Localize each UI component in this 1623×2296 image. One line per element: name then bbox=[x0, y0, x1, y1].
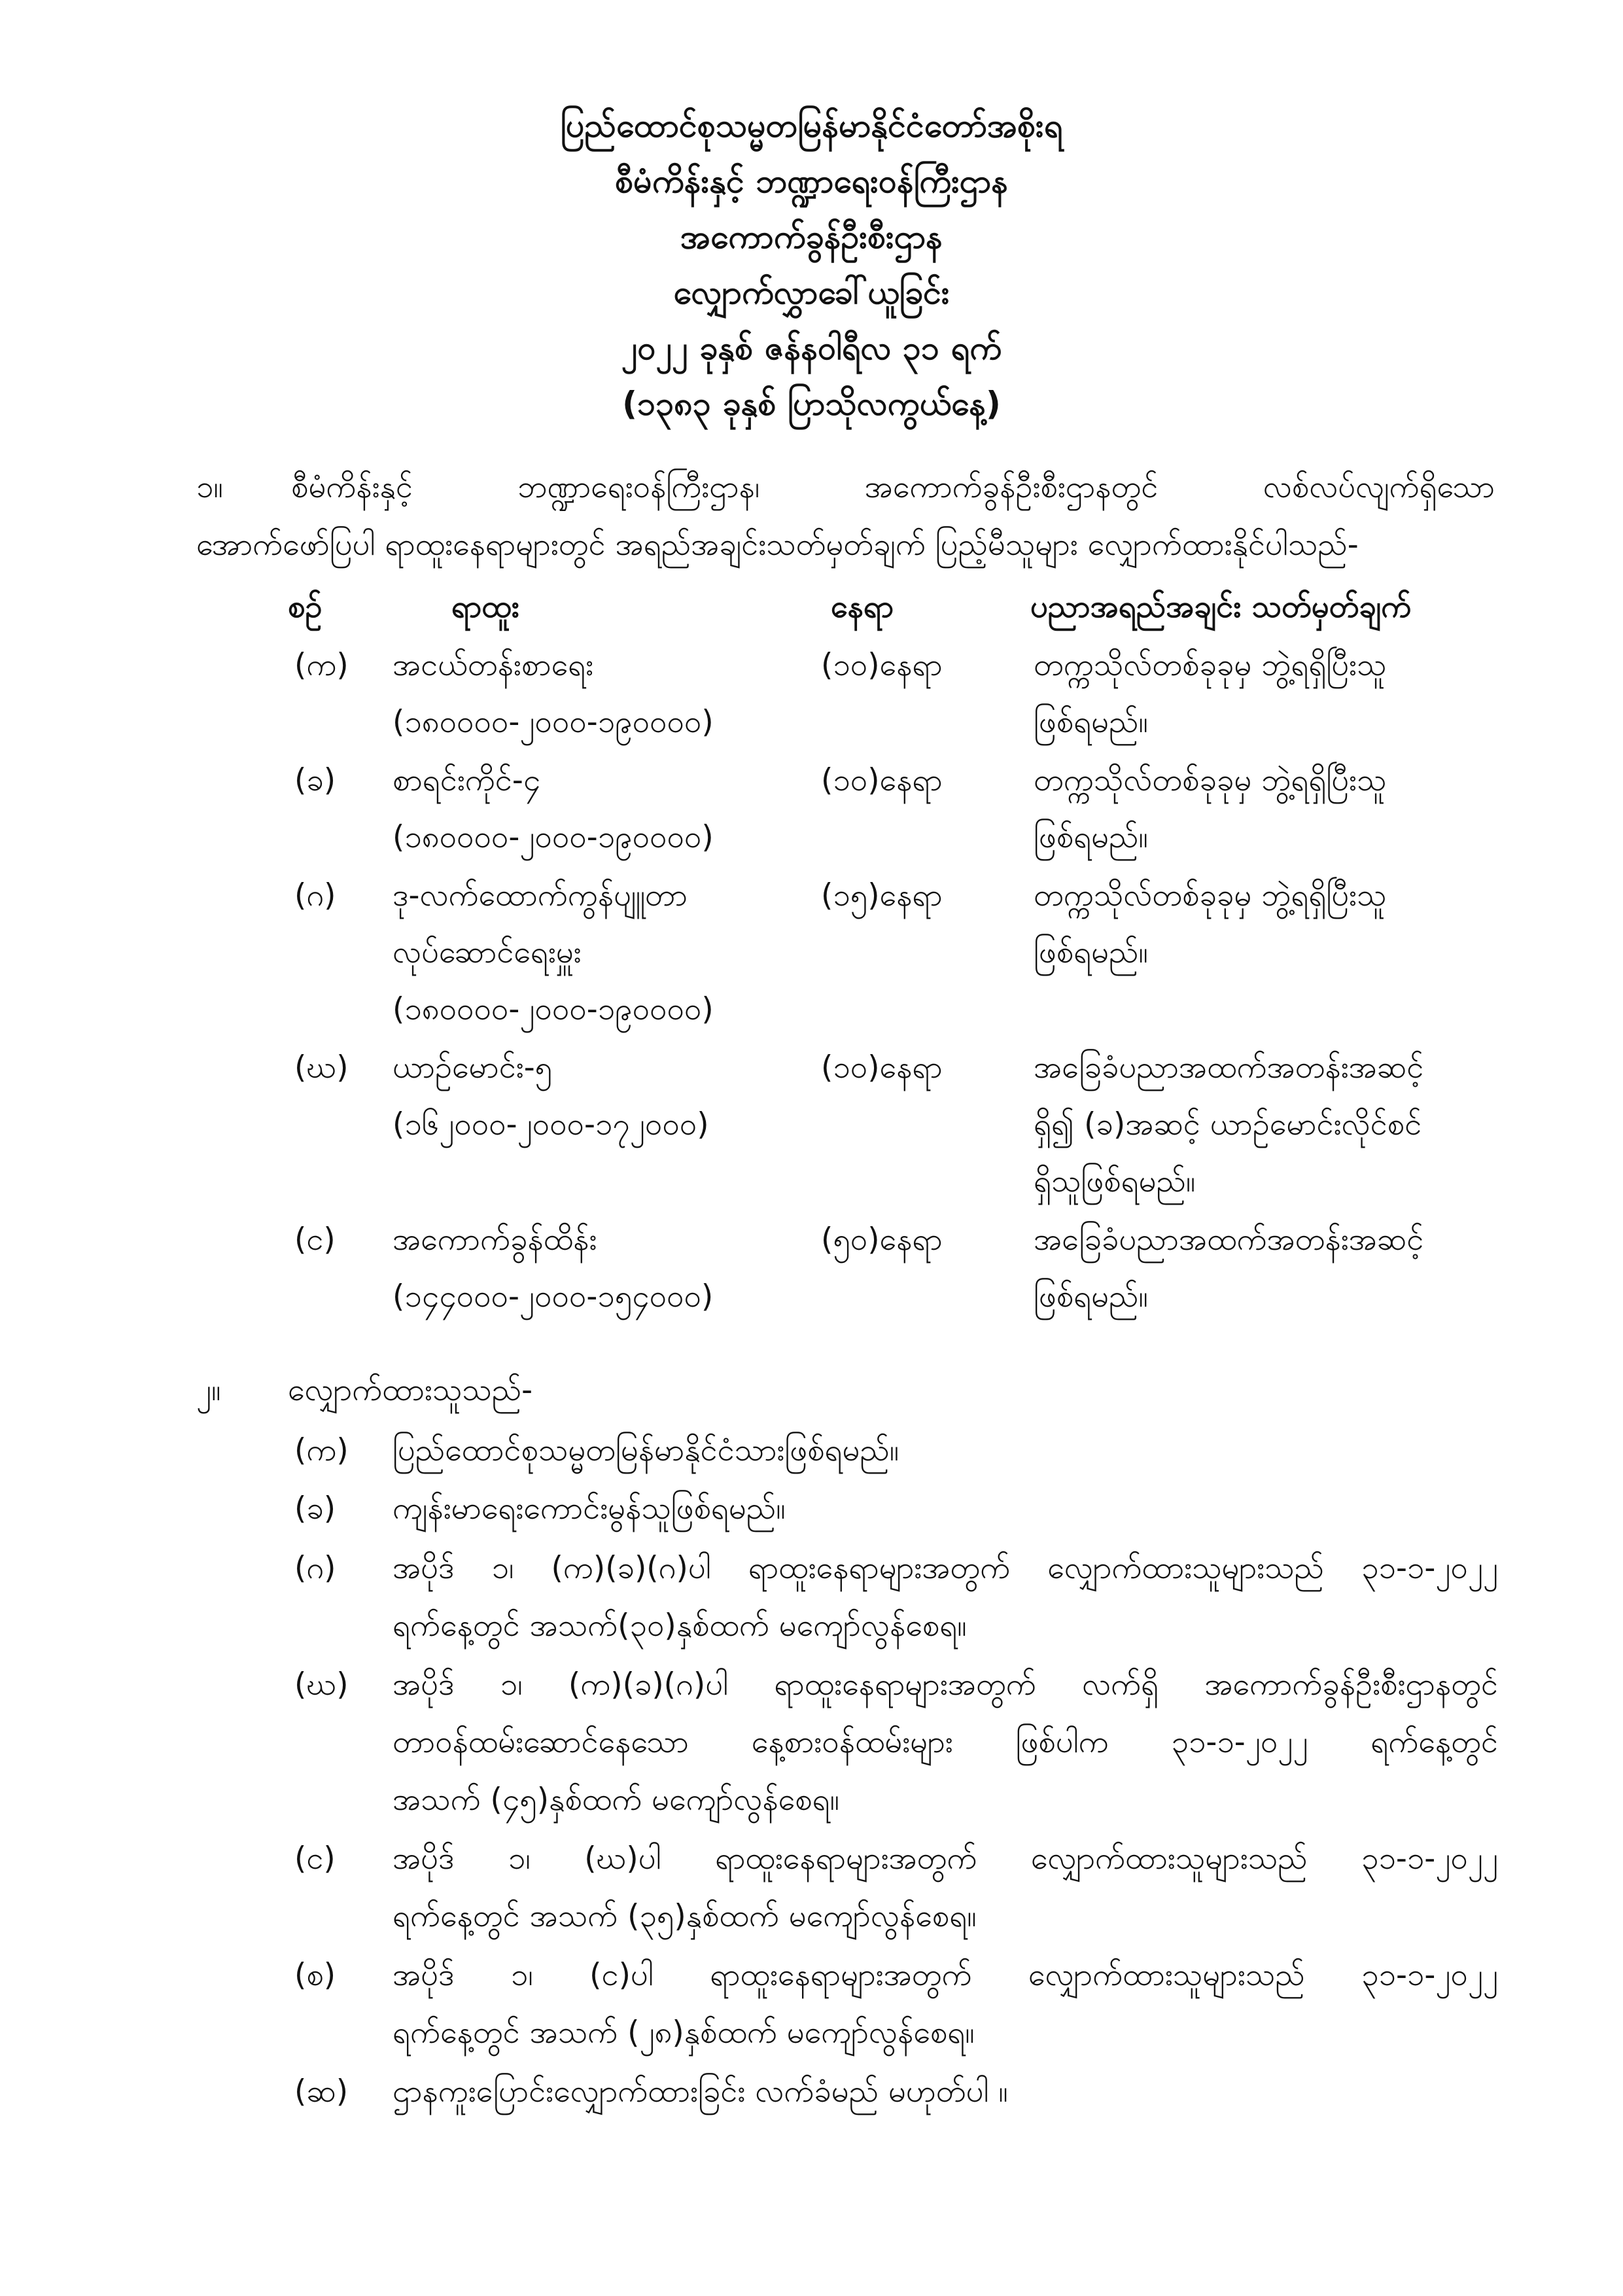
clause-word: ရာထူးနေရာများအတွက် bbox=[715, 1841, 977, 1877]
section-1-word: ဘဏ္ဍာရေးဝန်ကြီးဌာန၊ bbox=[517, 469, 760, 505]
clause-word: ရာထူးနေရာများအတွက် bbox=[774, 1667, 1036, 1703]
qualification-line: တက္ကသိုလ်တစ်ခုခုမှ ဘွဲ့ရရှိပြီးသူ bbox=[1034, 762, 1387, 798]
clause-word: လက်ရှိ bbox=[1081, 1667, 1159, 1703]
clause-word: ၃၁-၁-၂၀၂၂ bbox=[1361, 1957, 1498, 1993]
clause-line: ရက်နေ့တွင် အသက် (၃၅)နှစ်ထက် မကျော်လွန်စေရ။ bbox=[393, 1898, 977, 1934]
clause-line bbox=[393, 1662, 1498, 1708]
section-1-word: လစ်လပ်လျက်ရှိသော bbox=[1263, 469, 1495, 505]
vacancy-count: (၁၀)နေရာ bbox=[821, 647, 943, 683]
clause-number: (ဃ) bbox=[294, 1667, 349, 1703]
position-name-cont: လုပ်ဆောင်ရေးမှူး bbox=[393, 934, 582, 970]
position-name: ယာဉ်မောင်း-၅ bbox=[393, 1050, 553, 1086]
row-number: (င) bbox=[294, 1222, 336, 1258]
clause-word: လျှောက်ထားသူများသည် bbox=[1028, 1957, 1305, 1993]
clause-word: အကောက်ခွန်ဦးစီးဌာနတွင် bbox=[1204, 1667, 1498, 1703]
clause-word: အပိုဒ် bbox=[393, 1841, 455, 1877]
clause-word: (င)ပါ bbox=[589, 1957, 654, 1993]
clause-word: (ဃ)ပါ bbox=[584, 1841, 661, 1877]
clause-line: ရက်နေ့တွင် အသက်(၃၀)နှစ်ထက် မကျော်လွန်စေရ။ bbox=[393, 1608, 967, 1644]
announcement-date-lunar: (၁၃၈၃ ခုနှစ် ပြာသိုလကွယ်နေ့) bbox=[622, 385, 1001, 423]
clause-line bbox=[393, 1545, 1498, 1591]
clause-word: တာဝန်ထမ်းဆောင်နေသော bbox=[393, 1724, 689, 1760]
position-name: အကောက်ခွန်ထိန်း bbox=[393, 1222, 597, 1258]
announcement-title: လျှောက်လွှာခေါ်ယူခြင်း bbox=[673, 274, 950, 311]
qualification-line: ရှိသူဖြစ်ရမည်။ bbox=[1034, 1163, 1196, 1199]
clause-line bbox=[393, 1720, 1498, 1765]
qualification-line: ဖြစ်ရမည်။ bbox=[1034, 934, 1148, 970]
document-header bbox=[0, 98, 1623, 432]
clause-line: အသက် (၄၅)နှစ်ထက် မကျော်လွန်စေရ။ bbox=[393, 1782, 839, 1818]
clause-word: အပိုဒ် bbox=[393, 1667, 455, 1703]
clause-number: (ဆ) bbox=[294, 2074, 349, 2110]
clause-word: ၁၊ bbox=[508, 1841, 531, 1877]
announcement-date: ၂၀၂၂ ခုနှစ် ဇန်နဝါရီလ ၃၁ ရက် bbox=[621, 329, 1002, 367]
clause-word: ရာထူးနေရာများအတွက် bbox=[710, 1957, 972, 1993]
position-salary: (၁၄၄၀၀၀-၂၀၀၀-၁၅၄၀၀၀) bbox=[393, 1279, 714, 1315]
clause-word: လျှောက်ထားသူများသည် bbox=[1030, 1841, 1308, 1877]
qualification-line: တက္ကသိုလ်တစ်ခုခုမှ ဘွဲ့ရရှိပြီးသူ bbox=[1034, 877, 1387, 913]
qualification-line: ရှိ၍ (ခ)အဆင့် ယာဉ်မောင်းလိုင်စင် bbox=[1034, 1106, 1422, 1142]
clause-word: အပိုဒ် bbox=[393, 1957, 455, 1993]
vacancy-count: (၁၀)နေရာ bbox=[821, 762, 943, 798]
clause-word: ၃၁-၁-၂၀၂၂ bbox=[1361, 1841, 1498, 1877]
clause-word: နေ့စားဝန်ထမ်းများ bbox=[751, 1724, 953, 1760]
vacancy-count: (၁၅)နေရာ bbox=[821, 877, 943, 913]
table-header-no: စဉ် bbox=[288, 589, 323, 625]
clause-word: ၃၁-၁-၂၀၂၂ bbox=[1361, 1550, 1498, 1586]
clause-number: (ခ) bbox=[294, 1491, 336, 1527]
section-1-word: စီမံကိန်းနှင့် bbox=[291, 469, 413, 505]
clause-word: ရာထူးနေရာများအတွက် bbox=[748, 1550, 1011, 1586]
section-1-word: အကောက်ခွန်ဦးစီးဌာနတွင် bbox=[864, 469, 1159, 505]
clause-word: (က)(ခ)(ဂ)ပါ bbox=[568, 1667, 729, 1703]
qualification-line: အခြေခံပညာအထက်အတန်းအဆင့် bbox=[1034, 1050, 1424, 1086]
section-1-line-1 bbox=[291, 465, 1495, 510]
ministry-title: စီမံကိန်းနှင့် ဘဏ္ဍာရေးဝန်ကြီးဌာန bbox=[615, 162, 1008, 200]
section-1-line-2: အောက်ဖော်ပြပါ ရာထူးနေရာများတွင် အရည်အချင်းသတ်မှတ်ချက် ပြည့်မီသူများ လျှောက်ထားနိုင်ပါသည်- bbox=[196, 527, 1359, 563]
row-number: (ဂ) bbox=[294, 877, 336, 913]
position-name: အငယ်တန်းစာရေး bbox=[393, 647, 594, 683]
clause-line bbox=[393, 1836, 1498, 1882]
qualification-line: ဖြစ်ရမည်။ bbox=[1034, 819, 1148, 855]
department-title: အကောက်ခွန်ဦးစီးဌာန bbox=[680, 218, 943, 256]
clause-number: (င) bbox=[294, 1841, 336, 1877]
clause-word: ရက်နေ့တွင် bbox=[1370, 1724, 1498, 1760]
qualification-line: ဖြစ်ရမည်။ bbox=[1034, 1279, 1148, 1315]
table-header-qualification: ပညာအရည်အချင်း သတ်မှတ်ချက် bbox=[1030, 589, 1412, 625]
clause-word: အပိုဒ် bbox=[393, 1550, 455, 1586]
clause-number: (စ) bbox=[294, 1957, 336, 1993]
clause-line bbox=[393, 1952, 1498, 1998]
row-number: (က) bbox=[294, 647, 349, 683]
qualification-line: အခြေခံပညာအထက်အတန်းအဆင့် bbox=[1034, 1222, 1424, 1258]
position-salary: (၁၈၀၀၀၀-၂၀၀၀-၁၉၀၀၀၀) bbox=[393, 819, 714, 855]
vacancy-count: (၁၀)နေရာ bbox=[821, 1050, 943, 1086]
section-1-number: ၁။ bbox=[196, 469, 223, 505]
qualification-line: တက္ကသိုလ်တစ်ခုခုမှ ဘွဲ့ရရှိပြီးသူ bbox=[1034, 647, 1387, 683]
section-2-number: ၂။ bbox=[196, 1372, 221, 1408]
position-salary: (၁၈၀၀၀၀-၂၀၀၀-၁၉၀၀၀၀) bbox=[393, 704, 714, 740]
section-2-title: လျှောက်ထားသူသည်- bbox=[288, 1372, 533, 1408]
clause-number: (ဂ) bbox=[294, 1550, 336, 1586]
clause-word: (က)(ခ)(ဂ)ပါ bbox=[551, 1550, 711, 1586]
position-name: စာရင်းကိုင်-၄ bbox=[393, 762, 541, 798]
clause-word: ၁၊ bbox=[510, 1957, 533, 1993]
clause-number: (က) bbox=[294, 1432, 349, 1468]
position-salary: (၁၆၂၀၀၀-၂၀၀၀-၁၇၂၀၀၀) bbox=[393, 1106, 709, 1142]
clause-word: ၁၊ bbox=[491, 1550, 514, 1586]
qualification-line: ဖြစ်ရမည်။ bbox=[1034, 704, 1148, 740]
position-salary: (၁၈၀၀၀၀-၂၀၀၀-၁၉၀၀၀၀) bbox=[393, 991, 714, 1027]
table-header-position: ရာထူး bbox=[451, 589, 519, 625]
position-name: ဒု-လက်ထောက်ကွန်ပျူတာ bbox=[393, 877, 688, 913]
row-number: (ဃ) bbox=[294, 1050, 349, 1086]
clause-word: ဖြစ်ပါက bbox=[1015, 1724, 1109, 1760]
vacancy-count: (၅၀)နေရာ bbox=[821, 1222, 943, 1258]
clause-word: ၃၁-၁-၂၀၂၂ bbox=[1171, 1724, 1308, 1760]
clause-line: ရက်နေ့တွင် အသက် (၂၈)နှစ်ထက် မကျော်လွန်စေရ။ bbox=[393, 2015, 975, 2051]
clause-text: ဌာနကူးပြောင်းလျှောက်ထားခြင်း လက်ခံမည် မဟုတ်ပါ ။ bbox=[393, 2074, 1008, 2110]
clause-text: ပြည်ထောင်စုသမ္မတမြန်မာနိုင်ငံသားဖြစ်ရမည်။ bbox=[393, 1432, 899, 1468]
row-number: (ခ) bbox=[294, 762, 336, 798]
clause-word: ၁၊ bbox=[500, 1667, 523, 1703]
clause-text: ကျန်းမာရေးကောင်းမွန်သူဖြစ်ရမည်။ bbox=[393, 1491, 786, 1527]
government-title: ပြည်ထောင်စုသမ္မတမြန်မာနိုင်ငံတော်အစိုးရ bbox=[560, 107, 1063, 145]
clause-word: လျှောက်ထားသူများသည် bbox=[1047, 1550, 1324, 1586]
table-header-count: နေရာ bbox=[831, 589, 894, 625]
